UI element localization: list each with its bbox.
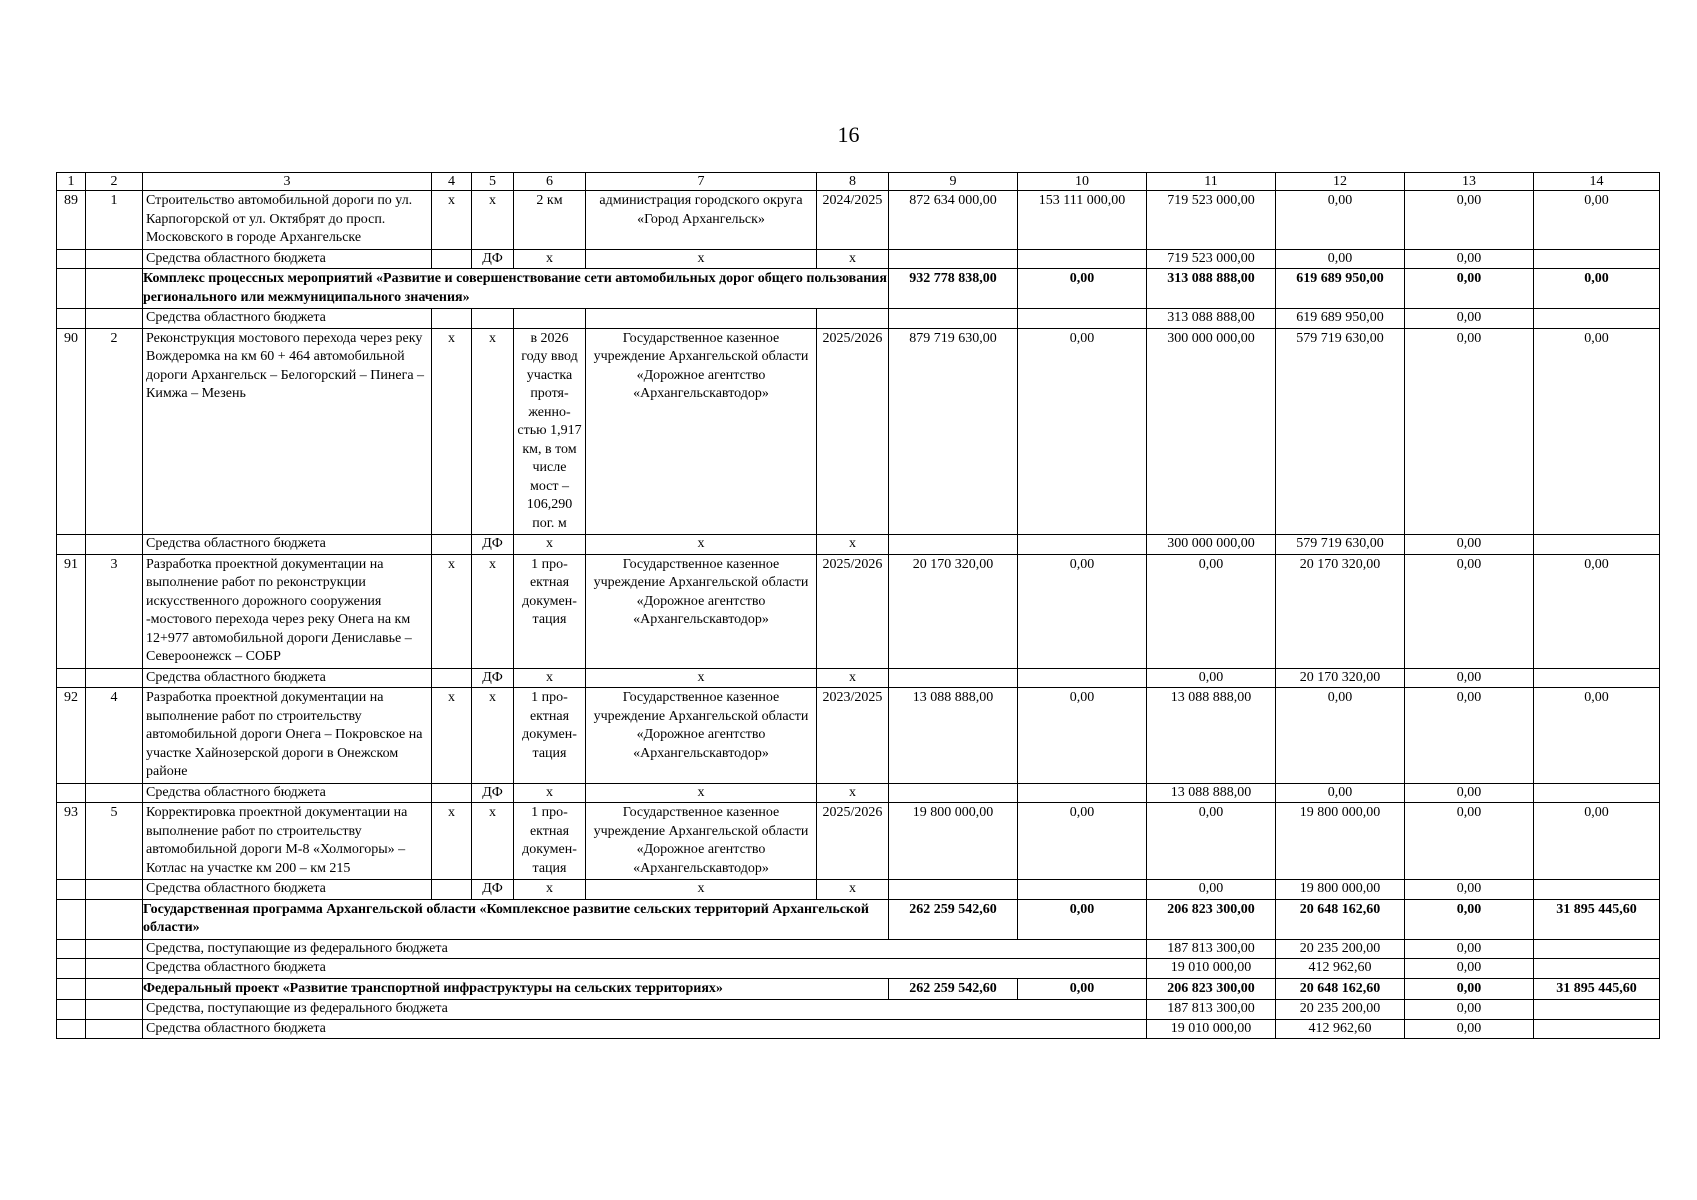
table-cell: 0,00 <box>1018 978 1147 1000</box>
table-cell <box>1018 535 1147 555</box>
table-cell: 0,00 <box>1405 783 1534 803</box>
table-cell <box>889 880 1018 900</box>
header-cell: 5 <box>472 173 514 191</box>
table-cell <box>1534 880 1660 900</box>
header-cell: 1 <box>57 173 86 191</box>
table-row <box>57 939 1660 959</box>
table-cell: 89 <box>57 191 86 250</box>
table-cell: Государственное казенное учреждение Архангельской области «Дорожное агентство «Архангельскавтодор» <box>586 803 817 880</box>
table-cell: 2023/2025 <box>817 688 889 784</box>
table-row <box>57 880 1660 900</box>
table-row <box>57 328 1660 535</box>
table-cell: 4 <box>86 688 143 784</box>
header-cell: 10 <box>1018 173 1147 191</box>
table-cell: 13 088 888,00 <box>889 688 1018 784</box>
table-cell <box>86 1000 143 1020</box>
table-cell: 0,00 <box>1018 803 1147 880</box>
table-cell: Средства областного бюджета <box>143 309 432 329</box>
table-cell: 0,00 <box>1405 554 1534 668</box>
table-cell: 153 111 000,00 <box>1018 191 1147 250</box>
table-cell: 0,00 <box>1276 249 1405 269</box>
table-cell: 0,00 <box>1405 535 1534 555</box>
table-cell: 19 010 000,00 <box>1147 1019 1276 1039</box>
table-cell: 19 800 000,00 <box>889 803 1018 880</box>
table-cell: 0,00 <box>1018 688 1147 784</box>
table-cell <box>1534 249 1660 269</box>
table-cell: в 2026 году ввод участка протяженностью 1,917 км, в том числе мост – 106,290 пог. м <box>514 328 586 535</box>
table-row <box>57 978 1660 1000</box>
table-cell <box>57 249 86 269</box>
table-cell: 20 170 320,00 <box>1276 668 1405 688</box>
table-cell: 313 088 888,00 <box>1147 309 1276 329</box>
table-cell: 0,00 <box>1276 191 1405 250</box>
table-cell: 0,00 <box>1147 668 1276 688</box>
table-cell <box>1534 668 1660 688</box>
header-cell: 9 <box>889 173 1018 191</box>
table-cell: x <box>586 668 817 688</box>
table-cell <box>86 1019 143 1039</box>
table-cell <box>86 880 143 900</box>
table-cell: Строительство автомобильной дороги по ул. Карпогорской от ул. Октябрят до просп. Московского в городе Архангельске <box>143 191 432 250</box>
table-cell: Средства областного бюджета <box>143 1019 1147 1039</box>
table-cell: 19 800 000,00 <box>1276 880 1405 900</box>
table-cell <box>57 1019 86 1039</box>
table-cell <box>86 668 143 688</box>
table-cell: x <box>514 535 586 555</box>
table-cell: Средства областного бюджета <box>143 880 432 900</box>
page-number: 16 <box>837 122 860 147</box>
table-cell: 20 235 200,00 <box>1276 939 1405 959</box>
table-cell: 0,00 <box>1018 899 1147 939</box>
table-cell <box>1018 249 1147 269</box>
table-cell: 0,00 <box>1405 899 1534 939</box>
header-cell: 2 <box>86 173 143 191</box>
header-cell: 8 <box>817 173 889 191</box>
table-cell: 2 км <box>514 191 586 250</box>
table-cell: Разработка проектной документации на выполнение работ по реконструкции искусственного дорожного сооружения -мостового перехода через реку Онега на км 12+977 автомобильной дороги Дениславье – Североонежск – СОБР <box>143 554 432 668</box>
table-cell: x <box>817 535 889 555</box>
table-cell: 2025/2026 <box>817 554 889 668</box>
table-cell: 579 719 630,00 <box>1276 328 1405 535</box>
table-cell <box>57 899 86 939</box>
table-cell: 19 010 000,00 <box>1147 959 1276 979</box>
table-cell: Средства, поступающие из федерального бюджета <box>143 1000 1147 1020</box>
table-cell <box>57 1000 86 1020</box>
table-cell: Комплекс процессных мероприятий «Развитие и совершенствование сети автомобильных дорог общего пользования регионального или межмуниципального значения» <box>143 269 889 309</box>
table-cell: 90 <box>57 328 86 535</box>
table-cell: ДФ <box>472 535 514 555</box>
table-cell: Федеральный проект «Развитие транспортной инфраструктуры на сельских территориях» <box>143 978 889 1000</box>
table-cell: ДФ <box>472 249 514 269</box>
table-cell: 0,00 <box>1147 554 1276 668</box>
table-cell: 0,00 <box>1276 783 1405 803</box>
table-cell <box>86 309 143 329</box>
header-cell: 4 <box>432 173 472 191</box>
budget-table <box>56 172 1660 1039</box>
table-cell: 0,00 <box>1405 959 1534 979</box>
table-cell: 20 235 200,00 <box>1276 1000 1405 1020</box>
table-row <box>57 668 1660 688</box>
table-cell <box>57 668 86 688</box>
table-cell: Государственное казенное учреждение Архангельской области «Дорожное агентство «Архангельскавтодор» <box>586 688 817 784</box>
table-cell <box>1534 535 1660 555</box>
table-cell <box>432 535 472 555</box>
table-cell: 719 523 000,00 <box>1147 191 1276 250</box>
table-row <box>57 554 1660 668</box>
table-cell: Средства областного бюджета <box>143 668 432 688</box>
table-cell <box>889 249 1018 269</box>
table-cell: 0,00 <box>1405 939 1534 959</box>
table-cell: x <box>432 803 472 880</box>
table-cell: Средства областного бюджета <box>143 535 432 555</box>
table-cell <box>1534 939 1660 959</box>
table-cell: 0,00 <box>1405 1000 1534 1020</box>
table-cell: 932 778 838,00 <box>889 269 1018 309</box>
table-cell: 0,00 <box>1147 803 1276 880</box>
table-cell <box>1534 1019 1660 1039</box>
table-cell <box>86 899 143 939</box>
table-cell <box>1534 959 1660 979</box>
table-cell: x <box>586 249 817 269</box>
table-body <box>57 173 1660 1039</box>
table-cell: Разработка проектной документации на выполнение работ по строительству автомобильной дороги Онега – Покровское на участке Хайнозерской дороги в Онежском районе <box>143 688 432 784</box>
header-cell: 6 <box>514 173 586 191</box>
table-cell: x <box>472 688 514 784</box>
table-cell <box>432 668 472 688</box>
table-cell <box>1018 880 1147 900</box>
table-cell: 92 <box>57 688 86 784</box>
table-cell: Средства областного бюджета <box>143 249 432 269</box>
table-cell: x <box>817 249 889 269</box>
table-cell: 300 000 000,00 <box>1147 328 1276 535</box>
table-cell <box>57 880 86 900</box>
table-cell: 3 <box>86 554 143 668</box>
header-cell: 12 <box>1276 173 1405 191</box>
table-cell: 879 719 630,00 <box>889 328 1018 535</box>
table-cell <box>57 269 86 309</box>
table-cell: 0,00 <box>1534 554 1660 668</box>
table-cell: 1 <box>86 191 143 250</box>
table-cell: 20 170 320,00 <box>1276 554 1405 668</box>
table-cell: x <box>586 783 817 803</box>
table-cell: 2025/2026 <box>817 803 889 880</box>
table-cell: 412 962,60 <box>1276 1019 1405 1039</box>
table-cell: 262 259 542,60 <box>889 899 1018 939</box>
table-cell: x <box>472 191 514 250</box>
table-row <box>57 191 1660 250</box>
table-cell: Государственная программа Архангельской области «Комплексное развитие сельских территорий Архангельской области» <box>143 899 889 939</box>
table-cell: x <box>432 554 472 668</box>
table-cell: 619 689 950,00 <box>1276 309 1405 329</box>
header-cell: 14 <box>1534 173 1660 191</box>
header-cell: 11 <box>1147 173 1276 191</box>
table-cell: 0,00 <box>1405 668 1534 688</box>
table-cell: 0,00 <box>1018 328 1147 535</box>
table-cell <box>472 309 514 329</box>
table-row <box>57 535 1660 555</box>
table-cell: x <box>514 880 586 900</box>
table-cell: x <box>586 535 817 555</box>
table-cell: 1 проектная документация <box>514 688 586 784</box>
table-row <box>57 269 1660 309</box>
table-row <box>57 249 1660 269</box>
table-cell: 20 648 162,60 <box>1276 978 1405 1000</box>
table-cell <box>57 959 86 979</box>
table-cell: Корректировка проектной документации на выполнение работ по строительству автомобильной дороги М-8 «Холмогоры» – Котлас на участке км 200 – км 215 <box>143 803 432 880</box>
table-cell: x <box>432 328 472 535</box>
table-cell <box>86 939 143 959</box>
table-cell: 0,00 <box>1405 269 1534 309</box>
table-cell: ДФ <box>472 668 514 688</box>
table-cell: 412 962,60 <box>1276 959 1405 979</box>
table-row <box>57 309 1660 329</box>
table-cell <box>1534 1000 1660 1020</box>
table-cell: 1 проектная документация <box>514 554 586 668</box>
table-cell <box>432 783 472 803</box>
table-cell: 19 800 000,00 <box>1276 803 1405 880</box>
table-cell: 0,00 <box>1405 1019 1534 1039</box>
table-row <box>57 1000 1660 1020</box>
table-cell <box>86 783 143 803</box>
table-cell <box>57 978 86 1000</box>
table-cell: 719 523 000,00 <box>1147 249 1276 269</box>
table-cell: x <box>586 880 817 900</box>
table-cell <box>432 249 472 269</box>
table-cell: 31 895 445,60 <box>1534 899 1660 939</box>
table-cell: 20 170 320,00 <box>889 554 1018 668</box>
table-cell: Государственное казенное учреждение Архангельской области «Дорожное агентство «Архангельскавтодор» <box>586 554 817 668</box>
table-cell <box>86 269 143 309</box>
table-cell: администрация городского округа «Город Архангельск» <box>586 191 817 250</box>
table-cell: 13 088 888,00 <box>1147 688 1276 784</box>
table-cell <box>57 939 86 959</box>
table-cell: 0,00 <box>1405 688 1534 784</box>
table-cell: 0,00 <box>1405 191 1534 250</box>
table-cell: 0,00 <box>1276 688 1405 784</box>
table-cell: 2 <box>86 328 143 535</box>
table-cell: 0,00 <box>1147 880 1276 900</box>
table-cell: ДФ <box>472 783 514 803</box>
table-cell: 0,00 <box>1405 803 1534 880</box>
table-cell: 872 634 000,00 <box>889 191 1018 250</box>
table-cell: 0,00 <box>1405 978 1534 1000</box>
table-cell: 187 813 300,00 <box>1147 939 1276 959</box>
table-row <box>57 899 1660 939</box>
header-row <box>57 173 1660 191</box>
table-cell: 0,00 <box>1534 191 1660 250</box>
table-cell: x <box>432 688 472 784</box>
table-cell: 20 648 162,60 <box>1276 899 1405 939</box>
table-cell: x <box>817 783 889 803</box>
table-cell: Средства областного бюджета <box>143 783 432 803</box>
table-cell: 2025/2026 <box>817 328 889 535</box>
table-cell <box>57 535 86 555</box>
table-cell: 0,00 <box>1405 328 1534 535</box>
header-cell: 7 <box>586 173 817 191</box>
table-cell: x <box>472 554 514 668</box>
table-cell: x <box>817 880 889 900</box>
table-cell: 31 895 445,60 <box>1534 978 1660 1000</box>
table-cell: 0,00 <box>1018 269 1147 309</box>
table-cell: 579 719 630,00 <box>1276 535 1405 555</box>
table-cell: 0,00 <box>1534 269 1660 309</box>
table-cell: 0,00 <box>1534 803 1660 880</box>
table-cell: ДФ <box>472 880 514 900</box>
table-cell <box>86 535 143 555</box>
table-cell <box>432 880 472 900</box>
table-cell <box>1018 668 1147 688</box>
table-cell: 0,00 <box>1018 554 1147 668</box>
table-cell: 0,00 <box>1405 249 1534 269</box>
table-cell: 0,00 <box>1534 688 1660 784</box>
table-cell: Средства областного бюджета <box>143 959 1147 979</box>
table-cell <box>1018 783 1147 803</box>
table-cell <box>1534 309 1660 329</box>
table-cell: 187 813 300,00 <box>1147 1000 1276 1020</box>
table-cell: 1 проектная документация <box>514 803 586 880</box>
table-cell <box>86 978 143 1000</box>
header-cell: 13 <box>1405 173 1534 191</box>
table-cell: Средства, поступающие из федерального бюджета <box>143 939 1147 959</box>
table-cell <box>586 309 817 329</box>
table-cell <box>817 309 889 329</box>
table-cell <box>57 783 86 803</box>
table-cell <box>57 309 86 329</box>
header-cell: 3 <box>143 173 432 191</box>
table-cell: x <box>472 328 514 535</box>
table-cell <box>889 668 1018 688</box>
table-row <box>57 803 1660 880</box>
table-cell: x <box>472 803 514 880</box>
table-cell: 5 <box>86 803 143 880</box>
table-cell <box>432 309 472 329</box>
table-row <box>57 1019 1660 1039</box>
table-cell: 262 259 542,60 <box>889 978 1018 1000</box>
table-cell <box>889 783 1018 803</box>
table-cell: 91 <box>57 554 86 668</box>
table-cell: 206 823 300,00 <box>1147 899 1276 939</box>
table-cell: 13 088 888,00 <box>1147 783 1276 803</box>
table-cell: 206 823 300,00 <box>1147 978 1276 1000</box>
table-cell: x <box>514 249 586 269</box>
table-cell: 300 000 000,00 <box>1147 535 1276 555</box>
table-cell <box>86 959 143 979</box>
table-cell <box>889 535 1018 555</box>
table-cell: Реконструкция мостового перехода через реку Вождеромка на км 60 + 464 автомобильной дороги Архангельск – Белогорский – Пинега – Кимжа – Мезень <box>143 328 432 535</box>
table-cell: 619 689 950,00 <box>1276 269 1405 309</box>
table-cell: x <box>817 668 889 688</box>
table-cell <box>1534 783 1660 803</box>
table-row <box>57 688 1660 784</box>
table-cell: x <box>432 191 472 250</box>
table-row <box>57 783 1660 803</box>
table-cell <box>1018 309 1147 329</box>
table-cell: x <box>514 668 586 688</box>
table-cell: Государственное казенное учреждение Архангельской области «Дорожное агентство «Архангельскавтодор» <box>586 328 817 535</box>
table-cell: 0,00 <box>1534 328 1660 535</box>
table-cell: x <box>514 783 586 803</box>
table-cell <box>514 309 586 329</box>
table-cell: 93 <box>57 803 86 880</box>
table-cell <box>889 309 1018 329</box>
table-cell: 313 088 888,00 <box>1147 269 1276 309</box>
table-cell <box>86 249 143 269</box>
table-cell: 0,00 <box>1405 309 1534 329</box>
table-cell: 2024/2025 <box>817 191 889 250</box>
table-row <box>57 959 1660 979</box>
table-cell: 0,00 <box>1405 880 1534 900</box>
